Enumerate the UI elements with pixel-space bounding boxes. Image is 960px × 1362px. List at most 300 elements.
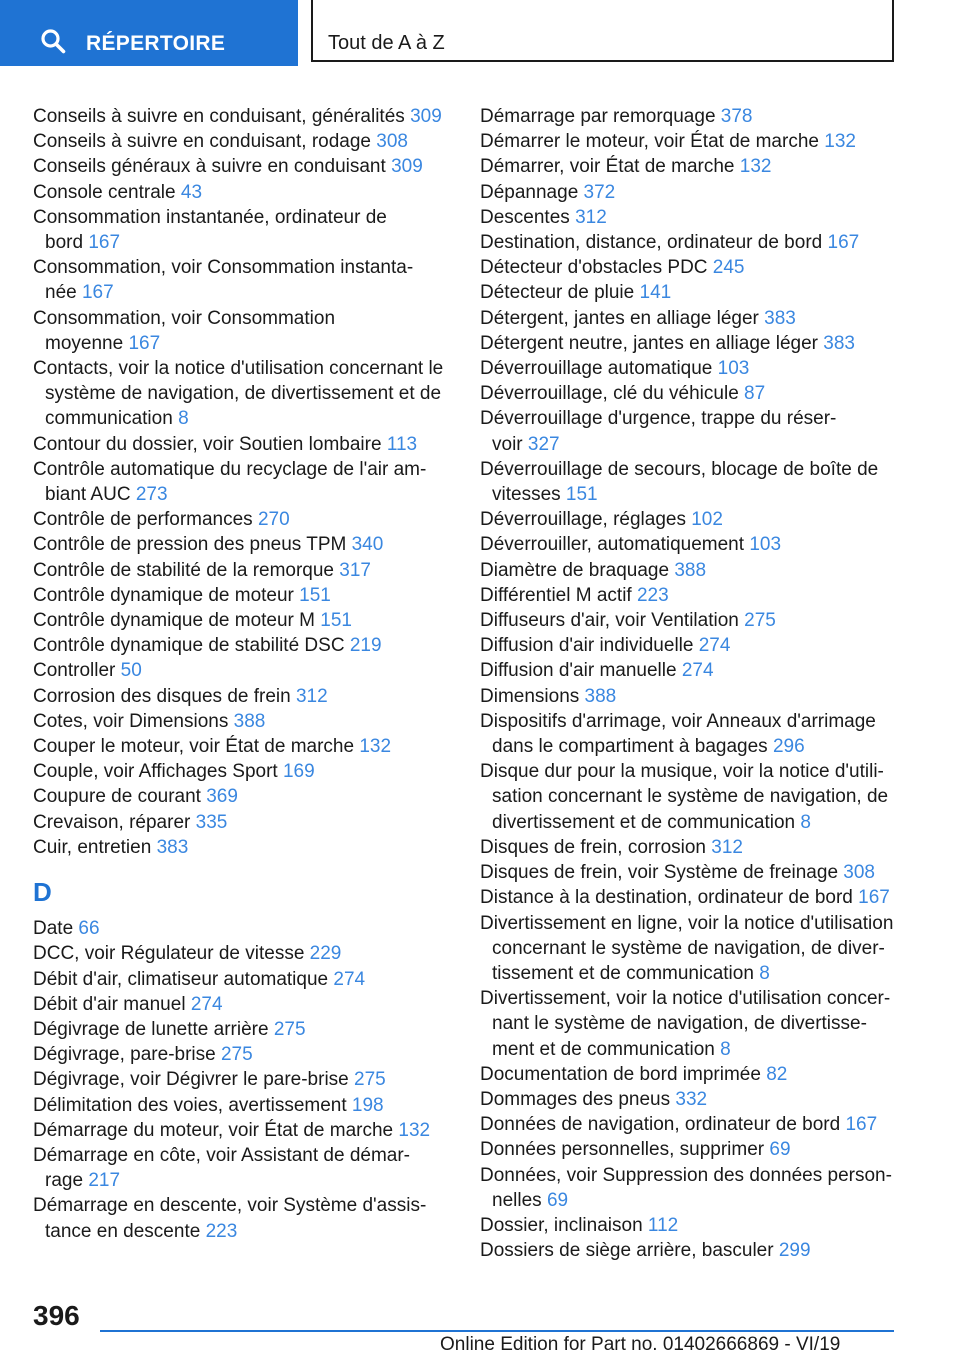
index-entry-text: Détergent neutre, jantes en alliage léger xyxy=(480,332,819,354)
page-reference-link[interactable]: 82 xyxy=(766,1063,788,1085)
az-tab-label: Tout de A à Z xyxy=(328,32,445,54)
page-reference-link[interactable]: 388 xyxy=(584,685,617,707)
page-reference-link[interactable]: 270 xyxy=(257,509,290,531)
page-reference-link[interactable]: 141 xyxy=(639,282,672,304)
footer-edition-text: Online Edition for Part no. 01402666869 - VI/19 xyxy=(440,1334,841,1355)
page-reference-link[interactable]: 223 xyxy=(205,1220,238,1242)
index-entry xyxy=(480,633,920,658)
index-entry-text: ment et de communication xyxy=(492,1038,715,1060)
index-entry-line xyxy=(33,784,453,809)
index-entry-line xyxy=(33,583,453,608)
index-entry xyxy=(33,759,453,784)
index-entry-text: Différentiel M actif xyxy=(480,584,632,606)
page-reference-link[interactable]: 369 xyxy=(206,786,238,808)
index-entry-text: Dégivrage, pare-brise xyxy=(33,1044,216,1066)
page-reference-link[interactable]: 151 xyxy=(565,484,598,506)
index-entry xyxy=(33,154,453,179)
index-entry xyxy=(480,1087,920,1112)
index-entry xyxy=(480,507,920,532)
index-entry-text: Contacts, voir la notice d'utilisation concernant le xyxy=(33,358,444,380)
index-entry-text: Disques de frein, corrosion xyxy=(480,836,706,858)
index-entry-text: Contrôle dynamique de stabilité DSC xyxy=(33,635,345,657)
index-entry-line xyxy=(33,709,453,734)
index-entry-text: Divertissement, voir la notice d'utilisation concer- xyxy=(480,988,891,1010)
index-entry xyxy=(480,331,920,356)
index-entry-text: Démarrer le moteur, voir État de marche xyxy=(480,131,819,153)
index-entry-line xyxy=(33,633,453,658)
index-entry-line xyxy=(480,432,920,457)
index-entry-line xyxy=(33,255,453,280)
index-entry-line xyxy=(480,558,920,583)
index-entry xyxy=(480,205,920,230)
page-reference-link[interactable]: 8 xyxy=(720,1038,731,1060)
page-reference-link[interactable]: 151 xyxy=(299,584,331,606)
index-entry-text: Console centrale xyxy=(33,181,176,203)
index-entry xyxy=(480,104,920,129)
page-reference-link[interactable]: 383 xyxy=(156,836,189,858)
index-entry-text: Données de navigation, ordinateur de bord xyxy=(480,1114,841,1136)
index-entry xyxy=(33,306,453,356)
index-entry xyxy=(480,457,920,507)
index-entry xyxy=(33,180,453,205)
index-entry xyxy=(480,911,920,987)
index-entry-text: Débit d'air manuel xyxy=(33,993,186,1015)
index-entry-text: Données, voir Suppression des données person- xyxy=(480,1164,892,1186)
index-entry-line xyxy=(480,986,920,1011)
index-entry-line xyxy=(480,356,920,381)
index-entry xyxy=(480,280,920,305)
index-entry xyxy=(480,306,920,331)
index-entry-text: rage xyxy=(45,1170,84,1192)
index-entry xyxy=(33,1193,453,1243)
page-reference-link[interactable]: 113 xyxy=(386,433,418,455)
page-reference-link[interactable]: 69 xyxy=(769,1139,791,1161)
index-entry-line xyxy=(33,992,453,1017)
page-reference-link[interactable]: 167 xyxy=(845,1114,878,1136)
index-entry-text: Conseils généraux à suivre en conduisant xyxy=(33,156,386,178)
index-entry-text: Dossier, inclinaison xyxy=(480,1214,643,1236)
index-entry-text: Contrôle dynamique de moteur M xyxy=(33,610,315,632)
index-entry-text: nelles xyxy=(492,1189,542,1211)
index-entry-text: vitesses xyxy=(492,484,561,506)
page-reference-link[interactable]: 103 xyxy=(717,358,750,380)
index-entry-line xyxy=(33,916,453,941)
index-entry xyxy=(480,860,920,885)
index-entry-line xyxy=(480,860,920,885)
index-entry-line xyxy=(33,356,453,381)
index-entry xyxy=(33,835,453,860)
index-entry-line xyxy=(480,1188,920,1213)
index-entry xyxy=(480,835,920,860)
index-entry-line xyxy=(480,885,920,910)
index-entry-text: Contrôle dynamique de moteur xyxy=(33,584,294,606)
page-reference-link[interactable]: 167 xyxy=(858,887,890,909)
index-entry-line xyxy=(480,255,920,280)
index-entry xyxy=(33,356,453,432)
page-reference-link[interactable]: 308 xyxy=(843,862,875,884)
index-entry-line xyxy=(480,583,920,608)
index-entry xyxy=(33,205,453,255)
page-reference-link[interactable]: 167 xyxy=(81,282,114,304)
index-entry-text: Conseils à suivre en conduisant, rodage xyxy=(33,131,371,153)
index-entry-text: tance en descente xyxy=(45,1220,201,1242)
page-reference-link[interactable]: 198 xyxy=(351,1094,384,1116)
index-entry-line xyxy=(480,154,920,179)
page-reference-link[interactable]: 383 xyxy=(764,307,796,329)
index-entry-line xyxy=(480,759,920,784)
index-entry-text: système de navigation, de divertissement et de xyxy=(45,383,442,405)
index-entry-text: Couple, voir Affichages Sport xyxy=(33,761,278,783)
page-reference-link[interactable]: 169 xyxy=(282,761,315,783)
index-entry-text: Cotes, voir Dimensions xyxy=(33,710,229,732)
page-reference-link[interactable]: 66 xyxy=(78,918,100,940)
page-reference-link[interactable]: 275 xyxy=(354,1069,386,1091)
index-entry-text: moyenne xyxy=(45,332,124,354)
page-reference-link[interactable]: 112 xyxy=(647,1214,679,1236)
index-entry xyxy=(33,1143,453,1193)
page-reference-link[interactable]: 296 xyxy=(772,736,805,758)
index-entry-text: Déverrouillage automatique xyxy=(480,358,713,380)
index-entry-line xyxy=(33,684,453,709)
index-entry-line xyxy=(33,280,453,305)
index-entry-text: Distance à la destination, ordinateur de bord xyxy=(480,887,853,909)
index-entry xyxy=(480,129,920,154)
index-entry xyxy=(480,532,920,557)
page-reference-link[interactable]: 132 xyxy=(739,156,772,178)
index-entry-line xyxy=(33,658,453,683)
header xyxy=(0,0,960,66)
index-entry xyxy=(33,129,453,154)
page-reference-link[interactable]: 8 xyxy=(178,408,189,430)
index-entry xyxy=(33,967,453,992)
index-entry xyxy=(480,658,920,683)
index-entry-text: Diffuseurs d'air, voir Ventilation xyxy=(480,610,739,632)
index-entry-line xyxy=(480,936,920,961)
index-entry-line xyxy=(33,406,453,431)
index-entry-text: Dossiers de siège arrière, basculer xyxy=(480,1240,774,1262)
index-entry-text: Dimensions xyxy=(480,685,580,707)
index-entry-line xyxy=(480,633,920,658)
index-entry-line xyxy=(480,482,920,507)
index-entry-line xyxy=(480,1112,920,1137)
index-entry-text: Contrôle de stabilité de la remorque xyxy=(33,559,335,581)
index-entry-line xyxy=(480,1213,920,1238)
index-entry xyxy=(480,1112,920,1137)
index-column-right xyxy=(480,104,920,1263)
index-entry xyxy=(480,180,920,205)
index-entry-text: Documentation de bord imprimée xyxy=(480,1063,761,1085)
index-entry xyxy=(33,941,453,966)
index-entry xyxy=(480,1238,920,1263)
index-entry-line xyxy=(480,961,920,986)
index-column-left xyxy=(33,104,453,1244)
index-entry-text: Contrôle de pression des pneus TPM xyxy=(33,534,347,556)
page-reference-link[interactable]: 312 xyxy=(711,836,743,858)
index-entry-line xyxy=(480,406,920,431)
index-entry-text: Crevaison, réparer xyxy=(33,811,191,833)
page-reference-link[interactable]: 275 xyxy=(273,1018,306,1040)
index-entry xyxy=(33,255,453,305)
az-tab[interactable] xyxy=(311,0,894,62)
page-reference-link[interactable]: 8 xyxy=(800,811,811,833)
index-entry xyxy=(33,1042,453,1067)
page-reference-link[interactable]: 8 xyxy=(759,962,770,984)
index-entry-line xyxy=(480,684,920,709)
index-entry xyxy=(480,608,920,633)
index-entry-line xyxy=(480,784,920,809)
page-reference-link[interactable]: 151 xyxy=(320,610,352,632)
index-entry-text: divertissement et de communication xyxy=(492,811,796,833)
page-reference-link[interactable]: 299 xyxy=(778,1240,811,1262)
page-reference-link[interactable]: 308 xyxy=(376,131,408,153)
page-reference-link[interactable]: 274 xyxy=(333,968,366,990)
index-entry-text: Démarrage en descente, voir Système d'assis- xyxy=(33,1195,427,1217)
index-entry-line xyxy=(480,1011,920,1036)
index-entry-text: Délimitation des voies, avertissement xyxy=(33,1094,347,1116)
index-entry xyxy=(480,1213,920,1238)
index-entry-line xyxy=(480,835,920,860)
index-entry-text: Contour du dossier, voir Soutien lombaire xyxy=(33,433,382,455)
page-reference-link[interactable]: 43 xyxy=(180,181,203,203)
index-entry-text: Disque dur pour la musique, voir la notice d'utili- xyxy=(480,761,884,783)
index-entry-line xyxy=(480,608,920,633)
index-entry-text: Dégivrage, voir Dégivrer le pare-brise xyxy=(33,1069,349,1091)
index-entry-text: Date xyxy=(33,918,74,940)
index-entry-text: Démarrer, voir État de marche xyxy=(480,156,735,178)
index-entry-text: Déverrouillage d'urgence, trappe du réser- xyxy=(480,408,837,430)
page-reference-link[interactable]: 219 xyxy=(349,635,382,657)
page-reference-link[interactable]: 167 xyxy=(88,232,121,254)
page-reference-link[interactable]: 275 xyxy=(744,610,776,632)
index-entry xyxy=(33,658,453,683)
index-entry-line xyxy=(33,1118,453,1143)
index-entry-line xyxy=(33,331,453,356)
index-entry-line xyxy=(480,104,920,129)
index-entry xyxy=(33,507,453,532)
page-reference-link[interactable]: 388 xyxy=(674,559,707,581)
index-entry xyxy=(480,885,920,910)
index-entry-line xyxy=(480,709,920,734)
index-entry xyxy=(33,992,453,1017)
page-reference-link[interactable]: 312 xyxy=(575,206,607,228)
index-entry-line xyxy=(480,1238,920,1263)
page-reference-link[interactable]: 132 xyxy=(359,736,392,758)
page-reference-link[interactable]: 132 xyxy=(824,131,856,153)
index-entry-line xyxy=(33,1193,453,1218)
index-entry-text: Données personnelles, supprimer xyxy=(480,1139,765,1161)
index-entry-line xyxy=(33,432,453,457)
page-reference-link[interactable]: 217 xyxy=(88,1170,121,1192)
index-entry-line xyxy=(480,810,920,835)
index-entry-line xyxy=(480,381,920,406)
page-reference-link[interactable]: 388 xyxy=(233,710,266,732)
index-entry-text: nant le système de navigation, de divertisse- xyxy=(492,1013,867,1035)
index-entry-line xyxy=(33,941,453,966)
index-entry-text: Consommation instantanée, ordinateur de xyxy=(33,206,387,228)
page-reference-link[interactable]: 309 xyxy=(391,156,423,178)
index-entry-line xyxy=(33,1219,453,1244)
index-entry-text: Dégivrage de lunette arrière xyxy=(33,1018,269,1040)
repertoire-tab-label: RÉPERTOIRE xyxy=(86,32,226,55)
page-reference-link[interactable]: 229 xyxy=(309,943,342,965)
index-entry-text: Coupure de courant xyxy=(33,786,201,808)
index-entry-line xyxy=(33,1143,453,1168)
page-reference-link[interactable]: 245 xyxy=(712,257,745,279)
index-entry xyxy=(33,633,453,658)
index-entry xyxy=(480,381,920,406)
index-entry-text: Corrosion des disques de frein xyxy=(33,685,291,707)
page-reference-link[interactable]: 167 xyxy=(128,332,161,354)
page-reference-link[interactable]: 167 xyxy=(827,232,860,254)
index-entry-line xyxy=(33,306,453,331)
index-entry-line xyxy=(480,306,920,331)
page-reference-link[interactable]: 102 xyxy=(691,509,723,531)
index-entry-text: Dispositifs d'arrimage, voir Anneaux d'arrimage xyxy=(480,710,876,732)
index-entry-text: Déverrouillage, clé du véhicule xyxy=(480,383,739,405)
index-entry-line xyxy=(480,457,920,482)
index-entry-line xyxy=(33,507,453,532)
index-entry xyxy=(480,1062,920,1087)
index-entry-line xyxy=(33,457,453,482)
index-entry-text: Diffusion d'air individuelle xyxy=(480,635,694,657)
index-entry-text: sation concernant le système de navigation, de xyxy=(492,786,889,808)
index-entry-line xyxy=(33,734,453,759)
index-entry xyxy=(480,356,920,381)
index-entry-line xyxy=(33,104,453,129)
index-entry-text: Démarrage en côte, voir Assistant de démar- xyxy=(33,1144,411,1166)
page-reference-link[interactable]: 335 xyxy=(195,811,228,833)
page-reference-link[interactable]: 275 xyxy=(220,1044,253,1066)
index-entry xyxy=(33,532,453,557)
index-entry-line xyxy=(480,1137,920,1162)
page-reference-link[interactable]: 50 xyxy=(120,660,142,682)
footer-divider xyxy=(100,1330,894,1332)
index-entry-line xyxy=(33,532,453,557)
index-entry-text: Couper le moteur, voir État de marche xyxy=(33,736,355,758)
index-entry-line xyxy=(480,507,920,532)
index-entry-text: tissement et de communication xyxy=(492,962,754,984)
index-entry-line xyxy=(480,280,920,305)
index-entry-line xyxy=(33,1093,453,1118)
page-reference-link[interactable]: 383 xyxy=(823,332,855,354)
index-entry xyxy=(33,457,453,507)
page-reference-link[interactable]: 312 xyxy=(295,685,328,707)
index-entry-text: voir xyxy=(492,433,523,455)
index-entry-line xyxy=(480,230,920,255)
index-entry-line xyxy=(480,331,920,356)
index-entry-line xyxy=(33,1168,453,1193)
index-entry-text: Descentes xyxy=(480,206,570,228)
index-entry-text: Déverrouillage de secours, blocage de boîte de xyxy=(480,458,879,480)
index-entry-text: Déverrouiller, automatiquement xyxy=(480,534,745,556)
index-entry-line xyxy=(33,810,453,835)
index-entry-text: Dommages des pneus xyxy=(480,1088,671,1110)
index-entry xyxy=(33,608,453,633)
index-entry-text: Contrôle automatique du recyclage de l'air am- xyxy=(33,458,427,480)
index-entry xyxy=(480,255,920,280)
page-reference-link[interactable]: 223 xyxy=(636,584,669,606)
index-entry-line xyxy=(480,734,920,759)
index-entry-line xyxy=(33,1017,453,1042)
index-entry xyxy=(33,432,453,457)
index-entry xyxy=(33,104,453,129)
page-reference-link[interactable]: 274 xyxy=(698,635,731,657)
index-entry-line xyxy=(33,759,453,784)
index-entry xyxy=(480,709,920,759)
page-reference-link[interactable]: 69 xyxy=(546,1189,569,1211)
page-reference-link[interactable]: 378 xyxy=(720,106,753,127)
search-icon xyxy=(40,28,66,54)
index-entry xyxy=(33,684,453,709)
index-entry-line xyxy=(33,230,453,255)
index-entry-line xyxy=(480,1062,920,1087)
index-entry xyxy=(33,709,453,734)
index-entry-text: Déverrouillage, réglages xyxy=(480,509,686,531)
index-entry-text: Consommation, voir Consommation instanta- xyxy=(33,257,414,279)
index-entry xyxy=(480,406,920,456)
index-entry-text: Consommation, voir Consommation xyxy=(33,307,336,329)
index-entry-line xyxy=(480,1037,920,1062)
page-reference-link[interactable]: 87 xyxy=(744,383,766,405)
index-entry xyxy=(33,1067,453,1092)
index-entry-line xyxy=(480,1087,920,1112)
index-entry-line xyxy=(33,129,453,154)
index-entry-line xyxy=(33,608,453,633)
page-reference-link[interactable]: 340 xyxy=(351,534,384,556)
index-entry-line xyxy=(33,967,453,992)
page-reference-link[interactable]: 273 xyxy=(135,484,168,506)
index-entry xyxy=(33,784,453,809)
index-entry-text: concernant le système de navigation, de diver- xyxy=(492,937,885,959)
index-entry xyxy=(33,583,453,608)
index-entry-text: Diamètre de braquage xyxy=(480,559,670,581)
index-entry-text: née xyxy=(45,282,77,304)
index-entry-line xyxy=(480,205,920,230)
index-entry-line xyxy=(33,381,453,406)
index-entry-text: Cuir, entretien xyxy=(33,836,152,858)
repertoire-tab[interactable] xyxy=(0,0,298,66)
page-reference-link[interactable]: 274 xyxy=(681,660,714,682)
index-entry-text: Détergent, jantes en alliage léger xyxy=(480,307,759,329)
index-entry-line xyxy=(480,1163,920,1188)
page-reference-link[interactable]: 332 xyxy=(675,1088,708,1110)
index-entry xyxy=(480,583,920,608)
page-reference-link[interactable]: 327 xyxy=(527,433,560,455)
index-entry-line xyxy=(33,205,453,230)
index-entry xyxy=(480,759,920,835)
index-entry-text: Détecteur de pluie xyxy=(480,282,635,304)
page-reference-link[interactable]: 103 xyxy=(749,534,782,556)
section-letter: D xyxy=(33,877,52,908)
page-reference-link[interactable]: 274 xyxy=(190,993,223,1015)
index-entry-line xyxy=(33,835,453,860)
index-entry xyxy=(33,558,453,583)
index-entry xyxy=(33,1093,453,1118)
page-reference-link[interactable]: 132 xyxy=(398,1119,431,1141)
page-reference-link[interactable]: 317 xyxy=(339,559,371,581)
index-entry-text: Démarrage par remorquage xyxy=(480,106,716,127)
index-entry-text: Dépannage xyxy=(480,181,579,203)
index-entry-line xyxy=(33,154,453,179)
index-entry-text: DCC, voir Régulateur de vitesse xyxy=(33,943,305,965)
page-reference-link[interactable]: 309 xyxy=(410,106,442,127)
index-entry xyxy=(33,916,453,941)
page-reference-link[interactable]: 372 xyxy=(583,181,616,203)
index-entry-text: Disques de frein, voir Système de freinage xyxy=(480,862,839,884)
index-entry-text: biant AUC xyxy=(45,484,131,506)
index-entry xyxy=(33,1017,453,1042)
index-entry-text: Détecteur d'obstacles PDC xyxy=(480,257,708,279)
